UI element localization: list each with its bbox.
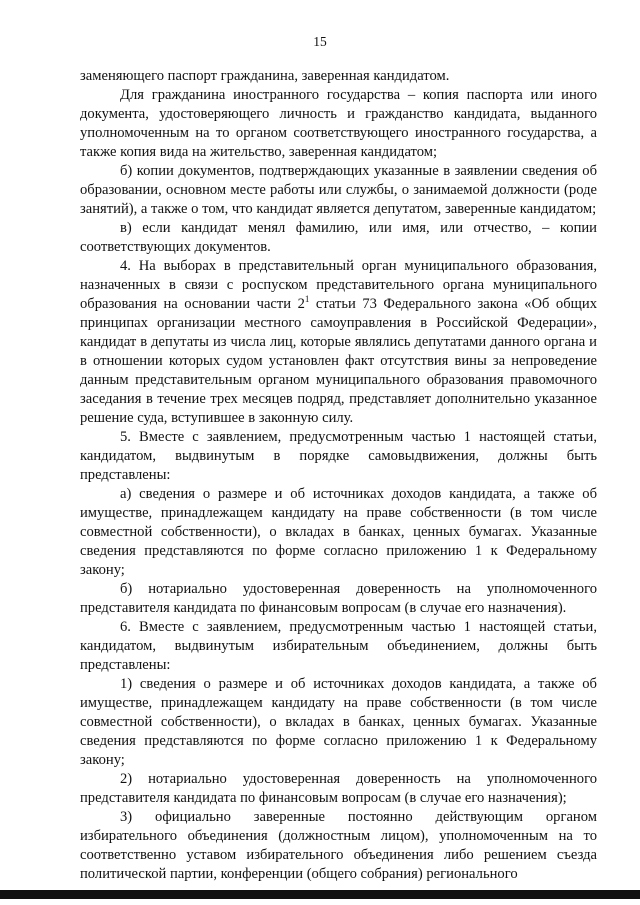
paragraph-part-6-item-1: 1) сведения о размере и об источниках доходов кандидата, а также об имуществе, принадлежащем кандидату на праве собственности (в том числе совместной собственности), о вкладах в банках, ценных бумагах. Указанные сведения представляются по форме согласно приложению 1 к Федеральному закону; bbox=[80, 676, 597, 768]
scan-bottom-border bbox=[0, 890, 640, 899]
paragraph-part-6-item-2: 2) нотариально удостоверенная доверенность на уполномоченного представителя кандидата по финансовым вопросам (в случае его назначения); bbox=[80, 771, 597, 806]
document-body bbox=[80, 67, 597, 884]
paragraph-part-5: 5. Вместе с заявлением, предусмотренным частью 1 настоящей статьи, кандидатом, выдвинутым в порядке самовыдвижения, должны быть представлены: bbox=[80, 429, 597, 483]
paragraph-part-6: 6. Вместе с заявлением, предусмотренным частью 1 настоящей статьи, кандидатом, выдвинутым избирательным объединением, должны быть представлены: bbox=[80, 619, 597, 673]
paragraph-part-4-text-b: статьи 73 Федерального закона «Об общих принципах организации местного самоуправления в Российской Федерации», кандидат в депутаты из числа лиц, которые являлись депутатами данного органа и в отношении которых судом установлен факт отсутствия вины за непроведение данным представительным органом муниципального образования правомочного заседания в течение трех месяцев подряд, представляет дополнительно указанное решение суда, вступившее в законную силу. bbox=[80, 296, 597, 426]
paragraph-part-6-item-3: 3) официально заверенные постоянно действующим органом избирательного объединения (должностным лицом), уполномоченным на то соответственно уставом избирательного объединения либо решением съезда политической партии, конференции (общего собрания) регионального bbox=[80, 809, 597, 882]
paragraph-continuation: заменяющего паспорт гражданина, заверенная кандидатом. bbox=[80, 68, 450, 84]
paragraph-item-b: б) копии документов, подтверждающих указанные в заявлении сведения об образовании, основном месте работы или службы, о занимаемой должности (роде занятий), а также о том, что кандидат является депутатом, заверенные кандидатом; bbox=[80, 163, 597, 217]
paragraph-item-v: в) если кандидат менял фамилию, или имя, или отчество, – копии соответствующих документов. bbox=[80, 220, 597, 255]
paragraph-foreign-citizen: Для гражданина иностранного государства – копия паспорта или иного документа, удостоверяющего личность и гражданство кандидата, выданного уполномоченным на то органом соответствующего иностранного государства, а также копия вида на жительство, заверенная кандидатом; bbox=[80, 87, 597, 160]
paragraph-part-4 bbox=[80, 257, 597, 428]
paragraph-part-5-item-a: а) сведения о размере и об источниках доходов кандидата, а также об имуществе, принадлежащем кандидату на праве собственности (в том числе совместной собственности), о вкладах в банках, ценных бумагах. Указанные сведения представляются по форме согласно приложению 1 к Федеральному закону; bbox=[80, 486, 597, 578]
superscript-1: 1 bbox=[304, 294, 310, 304]
page-number: 15 bbox=[313, 34, 327, 49]
paragraph-part-5-item-b: б) нотариально удостоверенная доверенность на уполномоченного представителя кандидата по финансовым вопросам (в случае его назначения). bbox=[80, 581, 597, 616]
paragraph-part-4-text-a: 4. На выборах в представительный орган муниципального образования, назначенных в связи с роспуском представительного органа муниципального образования на основании части 2 bbox=[80, 258, 597, 312]
